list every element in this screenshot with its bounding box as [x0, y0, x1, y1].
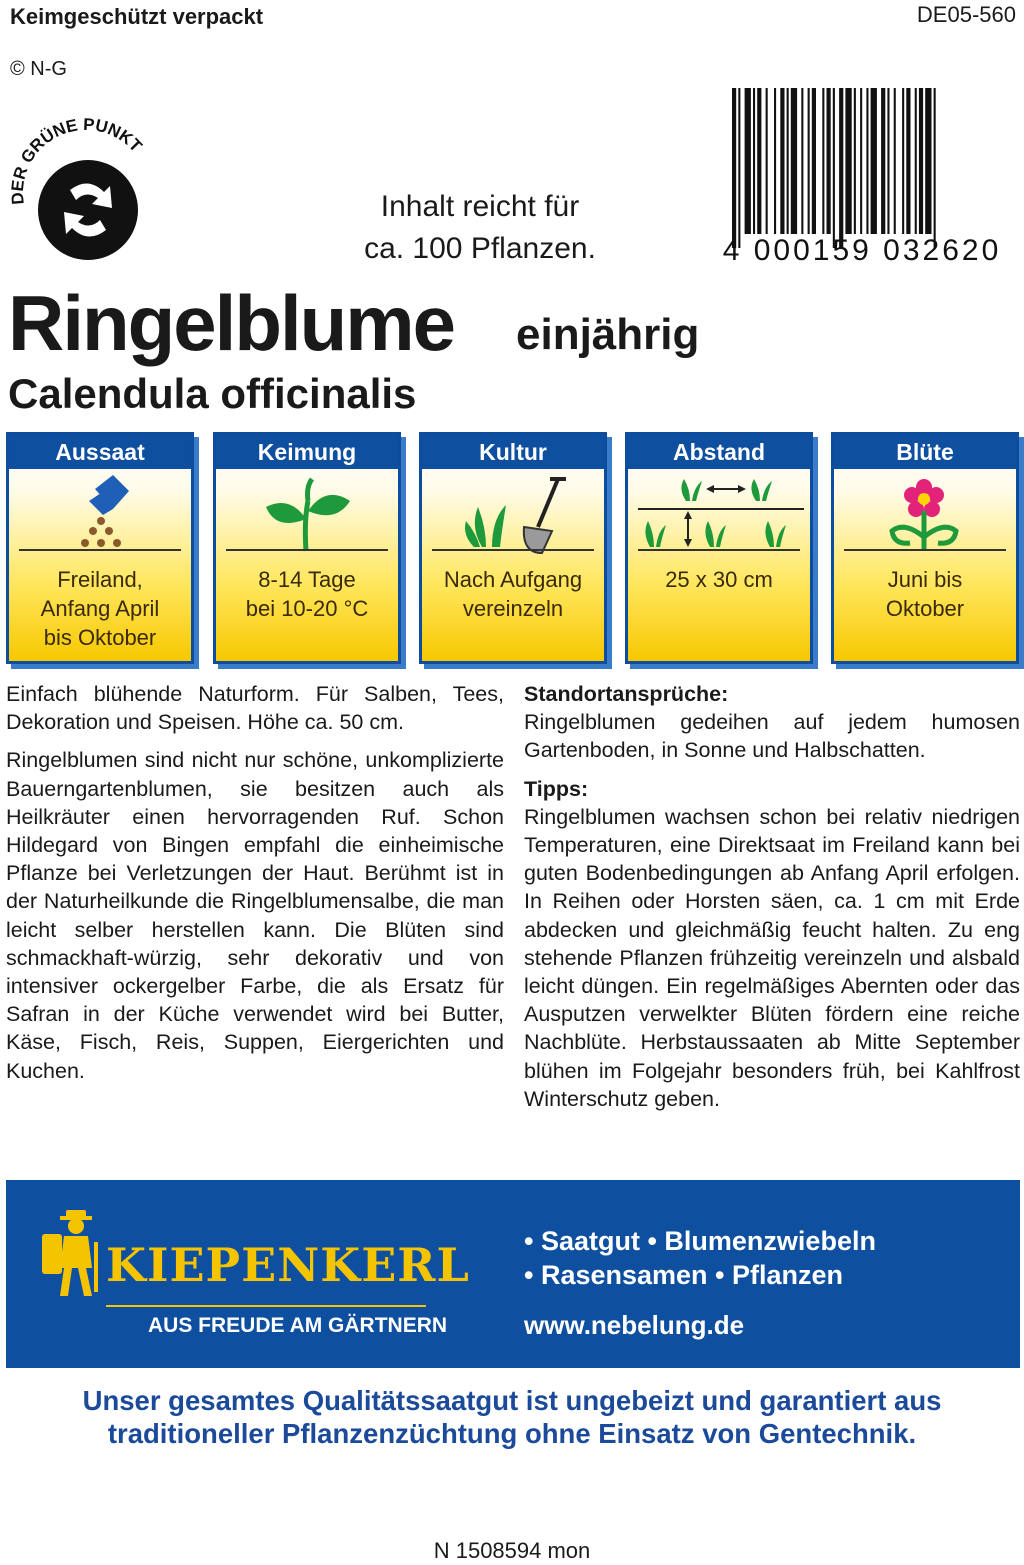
content-note [330, 186, 630, 270]
copyright-notice: © N-G [10, 58, 67, 80]
panel-keimung [213, 432, 401, 664]
ground-line [19, 549, 181, 551]
panel-bluete [831, 432, 1019, 664]
panel-head: Keimung [216, 435, 398, 469]
brand-slogan: AUS FREUDE AM GÄRTNERN [148, 1314, 448, 1337]
panel-head: Kultur [422, 435, 604, 469]
batch-number: N 1508594 mon [433, 1538, 591, 1563]
panel-head: Blüte [834, 435, 1016, 469]
barcode-bar [906, 88, 910, 234]
care-column [524, 680, 1020, 1123]
barcode-bar [881, 88, 885, 234]
barcode-bar [745, 88, 751, 234]
barcode-bar [871, 88, 877, 234]
panel-aussaat [6, 432, 194, 664]
panel-kultur [419, 432, 607, 664]
barcode-bar [801, 88, 803, 234]
barcode-bar [791, 88, 797, 234]
barcode-bar [845, 88, 851, 234]
description-column [6, 680, 504, 1095]
barcode-bar [822, 88, 824, 234]
tips-text: Ringelblumen wachsen schon bei relativ niedrigen Temperaturen, eine Direktsaat im Freiland kann bei guten Bodenbedingungen ab Anfang April erfolgen. In Reihen oder Horsten säen, ca. 1 cm mit Erde abdecken und gleichmäßig feucht halten. Zu eng stehende Pflanzen frühzeitig vereinzeln und alsbald leicht düngen. Ein regelmäßiges Abernten oder das Ausputzen verwelkter Blüten fördern eine reiche Nachblüte. Herbstaussaaten ab Mitte September blühen im Folgejahr besonders früh, bei Kahlfrost Winterschutz geben. [524, 804, 1020, 1111]
product-lifecycle: einjährig [516, 310, 700, 359]
barcode-bar [808, 88, 810, 234]
seedling-icon [216, 471, 398, 555]
panel-text: Freiland, Anfang April bis Oktober [40, 567, 160, 650]
description-body: Ringelblumen sind nicht nur schöne, unkomplizierte Bauerngartenblumen, sie besitzen auch als Heilkräuter einen hervorragenden Ruf. Schon Hildegard von Bingen empfahl die einheimische Pflanze bei Verletzungen der Haut. Berühmt ist in der Naturheilkunde die Ringelblumensalbe, die man leicht selber herstellen kann. Die Blüten sind schmackhaft-würzig, sehr dekorativ und von intensiver ockergelber Farbe, die als Ersatz für Safran in der Küche verwendet wird bei Butter, Käse, Fisch, Reis, Suppen, Eiergerichten und Kuchen. [6, 748, 504, 1083]
brand-products [524, 1224, 876, 1292]
article-code: DE05-560 [916, 2, 1016, 27]
barcode-bar [833, 88, 835, 248]
packaging-note: Keimgeschützt verpackt [10, 4, 264, 29]
spacing-icon [628, 471, 810, 555]
location-text: Ringelblumen gedeihen auf jedem humosen Gartenboden, in Sonne und Halbschatten. [524, 710, 1020, 763]
panel-head: Abstand [628, 435, 810, 469]
barcode-number: 4 000159 032620 [722, 234, 1002, 267]
location-heading: Standortansprüche: [524, 682, 729, 706]
panel-text: 25 x 30 cm [665, 567, 773, 592]
brand-products-line: • Rasensamen • Pflanzen [524, 1260, 844, 1290]
brand-products-line: • Saatgut • Blumenzwiebeln [524, 1226, 876, 1256]
brand-band [6, 1180, 1020, 1368]
barcode-bar [925, 88, 931, 234]
ground-line [432, 549, 594, 551]
barcode-bar [780, 88, 784, 234]
content-note-line: ca. 100 Pflanzen. [364, 232, 596, 265]
quality-note-line: Unser gesamtes Qualitätssaatgut ist ungebeizt und garantiert aus [82, 1385, 942, 1416]
content-note-line: Inhalt reicht für [380, 190, 580, 223]
barcode-bar [839, 88, 843, 248]
barcode-bar [854, 88, 856, 234]
spade-plant-icon [422, 471, 604, 555]
flower-icon [834, 471, 1016, 555]
product-latin-name: Calendula officinalis [8, 370, 417, 417]
quality-note-line: traditioneller Pflanzenzüchtung ohne Einsatz von Gentechnik. [107, 1418, 917, 1449]
barcode-bar [732, 88, 736, 248]
brand-rule [106, 1305, 426, 1307]
barcode-bar [766, 88, 768, 234]
tips-heading: Tipps: [524, 776, 589, 801]
barcode-bar [866, 88, 868, 234]
barcode-bar [757, 88, 761, 234]
quality-note [0, 1384, 1024, 1450]
barcode-bar [915, 88, 917, 234]
barcode-bar [774, 88, 776, 234]
barcode-bar [934, 88, 936, 248]
gruener-punkt-text: DER GRÜNE PUNKT [7, 114, 146, 206]
barcode-bar [738, 88, 740, 248]
brand-url-link[interactable]: www.nebelung.de [524, 1310, 745, 1340]
ground-line [638, 549, 800, 551]
sowing-icon [9, 471, 191, 555]
barcode-bar [812, 88, 816, 234]
panel-text: Nach Aufgang vereinzeln [443, 567, 583, 621]
panel-text: Juni bis Oktober [885, 567, 965, 621]
barcode-bar [787, 88, 789, 234]
product-title: Ringelblume [8, 279, 455, 367]
barcode [712, 88, 1012, 268]
barcode-bar [902, 88, 904, 234]
brand-name: KIEPENKERL [106, 1238, 470, 1292]
description-intro: Einfach blühende Naturform. Für Salben, Tees, Dekoration und Speisen. Höhe ca. 50 cm. [6, 682, 504, 735]
barcode-bar [919, 88, 923, 234]
panel-head: Aussaat [9, 435, 191, 469]
barcode-bars [732, 88, 936, 248]
barcode-bar [894, 88, 896, 234]
gruener-punkt-logo [6, 112, 166, 262]
panel-text: 8-14 Tage bei 10-20 °C [245, 567, 369, 621]
barcode-bar [753, 88, 755, 234]
barcode-bar [860, 88, 862, 234]
ground-line [844, 549, 1006, 551]
barcode-bar [887, 88, 889, 234]
ground-line [226, 549, 388, 551]
panel-abstand [625, 432, 813, 664]
barcode-bar [827, 88, 831, 234]
